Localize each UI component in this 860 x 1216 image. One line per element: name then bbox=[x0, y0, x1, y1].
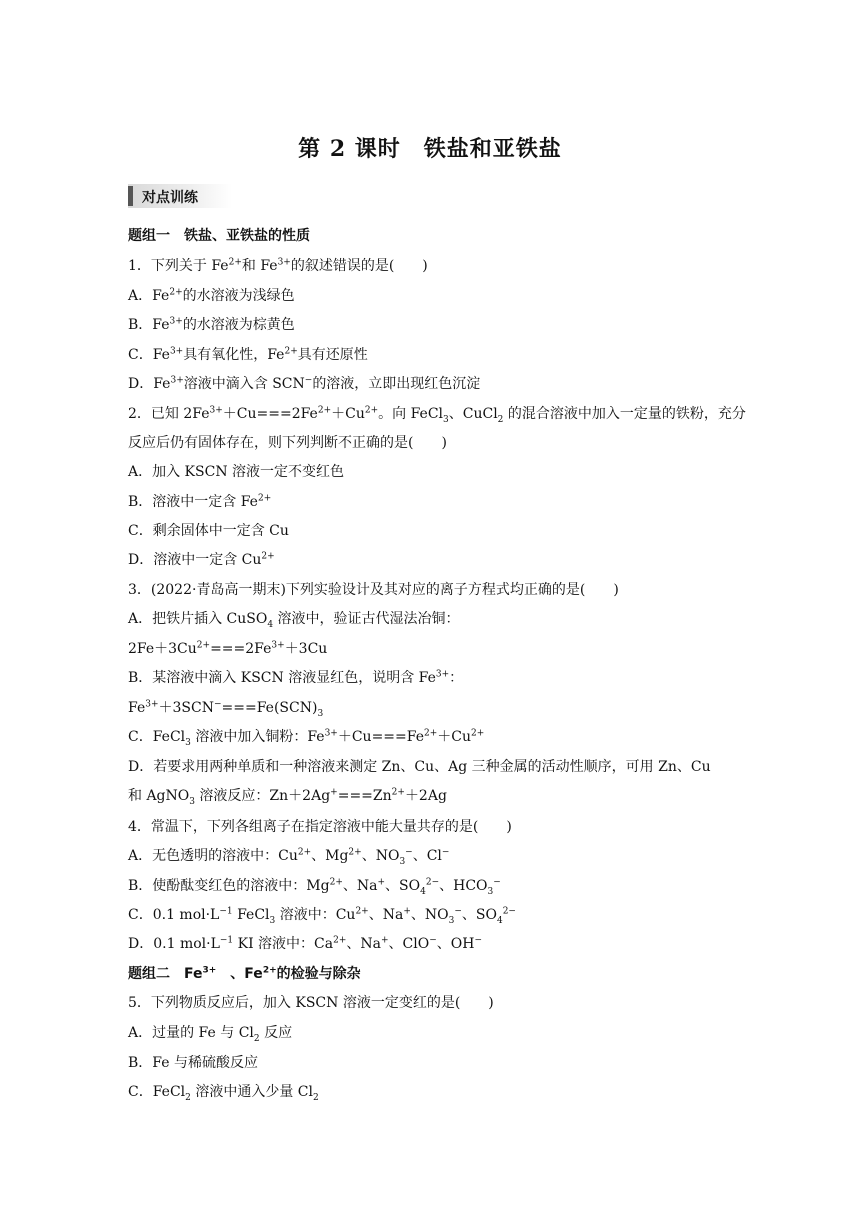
text-line: 4．常温下，下列各组离子在指定溶液中能大量共存的是( ) bbox=[128, 819, 512, 835]
text-line: C．$Fe^{3+}$具有氧化性，$Fe^{2+}$具有还原性 bbox=[128, 346, 368, 363]
badge-bar bbox=[128, 186, 133, 206]
text-line: A．无色透明的溶液中：$Cu^{2+}$、$Mg^{2+}$、$NO_3^-$、Cl− bbox=[128, 847, 450, 867]
text-line: C．FeCl$_3$ 溶液中加入铜粉：$Fe^{3+}+Cu===Fe^{2+}+Cu^{2+}$ bbox=[128, 728, 485, 748]
text-line: B．使酚酞变红色的溶液中：$Mg^{2+}$、Na+、$SO_4^{2-}$、$HCO_3^-$ bbox=[128, 877, 501, 897]
text-line: A．过量的 Fe 与 $Cl_2$ 反应 bbox=[128, 1025, 293, 1044]
text-line: $Fe^{3+}+3SCN^-===Fe(SCN)_3$ bbox=[128, 699, 324, 719]
text-line: 和 AgNO$_3$ 溶液反应：$Zn+2Ag^+===Zn^{2+}+2Ag$ bbox=[128, 787, 447, 807]
text-line: 3．(2022·青岛高一期末)下列实验设计及其对应的离子方程式均正确的是( ) bbox=[128, 582, 619, 598]
text-line: C．剩余固体中一定含 Cu bbox=[128, 523, 289, 539]
text-line: 5．下列物质反应后，加入 KSCN 溶液一定变红的是( ) bbox=[128, 995, 494, 1011]
text-line: C．FeCl$_2$ 溶液中通入少量 $Cl_2$ bbox=[128, 1084, 319, 1103]
text-line: C．0.1 $mol\cdot L^{-1}$ FeCl$_3$ 溶液中：$Cu^{2+}$、Na+、$NO_3^-$、$SO_4^{2-}$ bbox=[128, 906, 516, 926]
page-title: 第 2 课时 铁盐和亚铁盐 bbox=[298, 136, 562, 162]
text-line: D．0.1 $mol\cdot L^{-1}$ KI 溶液中：$Ca^{2+}$、Na+、ClO−、OH− bbox=[128, 935, 482, 952]
text-line: B．$Fe^{3+}$的水溶液为棕黄色 bbox=[128, 316, 295, 333]
text-line: A．加入 KSCN 溶液一定不变红色 bbox=[128, 464, 345, 480]
text-line: B．溶液中一定含 $Fe^{2+}$ bbox=[128, 493, 272, 510]
section-heading: 题组二 $Fe^{3+}$ 、$Fe^{2+}$的检验与除杂 bbox=[128, 965, 361, 982]
section-heading: 题组一 铁盐、亚铁盐的性质 bbox=[128, 228, 310, 244]
text-line: A．$Fe^{2+}$的水溶液为浅绿色 bbox=[128, 287, 295, 304]
text-line: A．把铁片插入 CuSO$_4$ 溶液中，验证古代湿法冶铜： bbox=[128, 611, 460, 630]
text-line: 2．已知 $2Fe^{3+}+Cu===2Fe^{2+}+Cu^{2+}$。向 FeCl$_3$、CuCl$_2$ 的混合溶液中加入一定量的铁粉，充分 bbox=[128, 405, 746, 425]
text-line: $2Fe+3Cu^{2+}===2Fe^{3+}+3Cu$ bbox=[128, 640, 328, 657]
text-line: B．Fe 与稀硫酸反应 bbox=[128, 1055, 258, 1071]
text-line: D．若要求用两种单质和一种溶液来测定 Zn、Cu、Ag 三种金属的活动性顺序，可用 Zn、Cu bbox=[128, 759, 711, 775]
section-label: 对点训练 bbox=[142, 190, 198, 206]
section-badge bbox=[128, 184, 232, 208]
text-line: D．$Fe^{3+}$溶液中滴入含 SCN−的溶液，立即出现红色沉淀 bbox=[128, 375, 481, 392]
text-line: D．溶液中一定含 $Cu^{2+}$ bbox=[128, 551, 275, 568]
text-line: B．某溶液中滴入 KSCN 溶液显红色，说明含 $Fe^{3+}$： bbox=[128, 669, 464, 686]
text-line: 反应后仍有固体存在，则下列判断不正确的是( ) bbox=[128, 435, 447, 451]
text-line: 1．下列关于 $Fe^{2+}$和 $Fe^{3+}$的叙述错误的是( ) bbox=[128, 257, 428, 274]
